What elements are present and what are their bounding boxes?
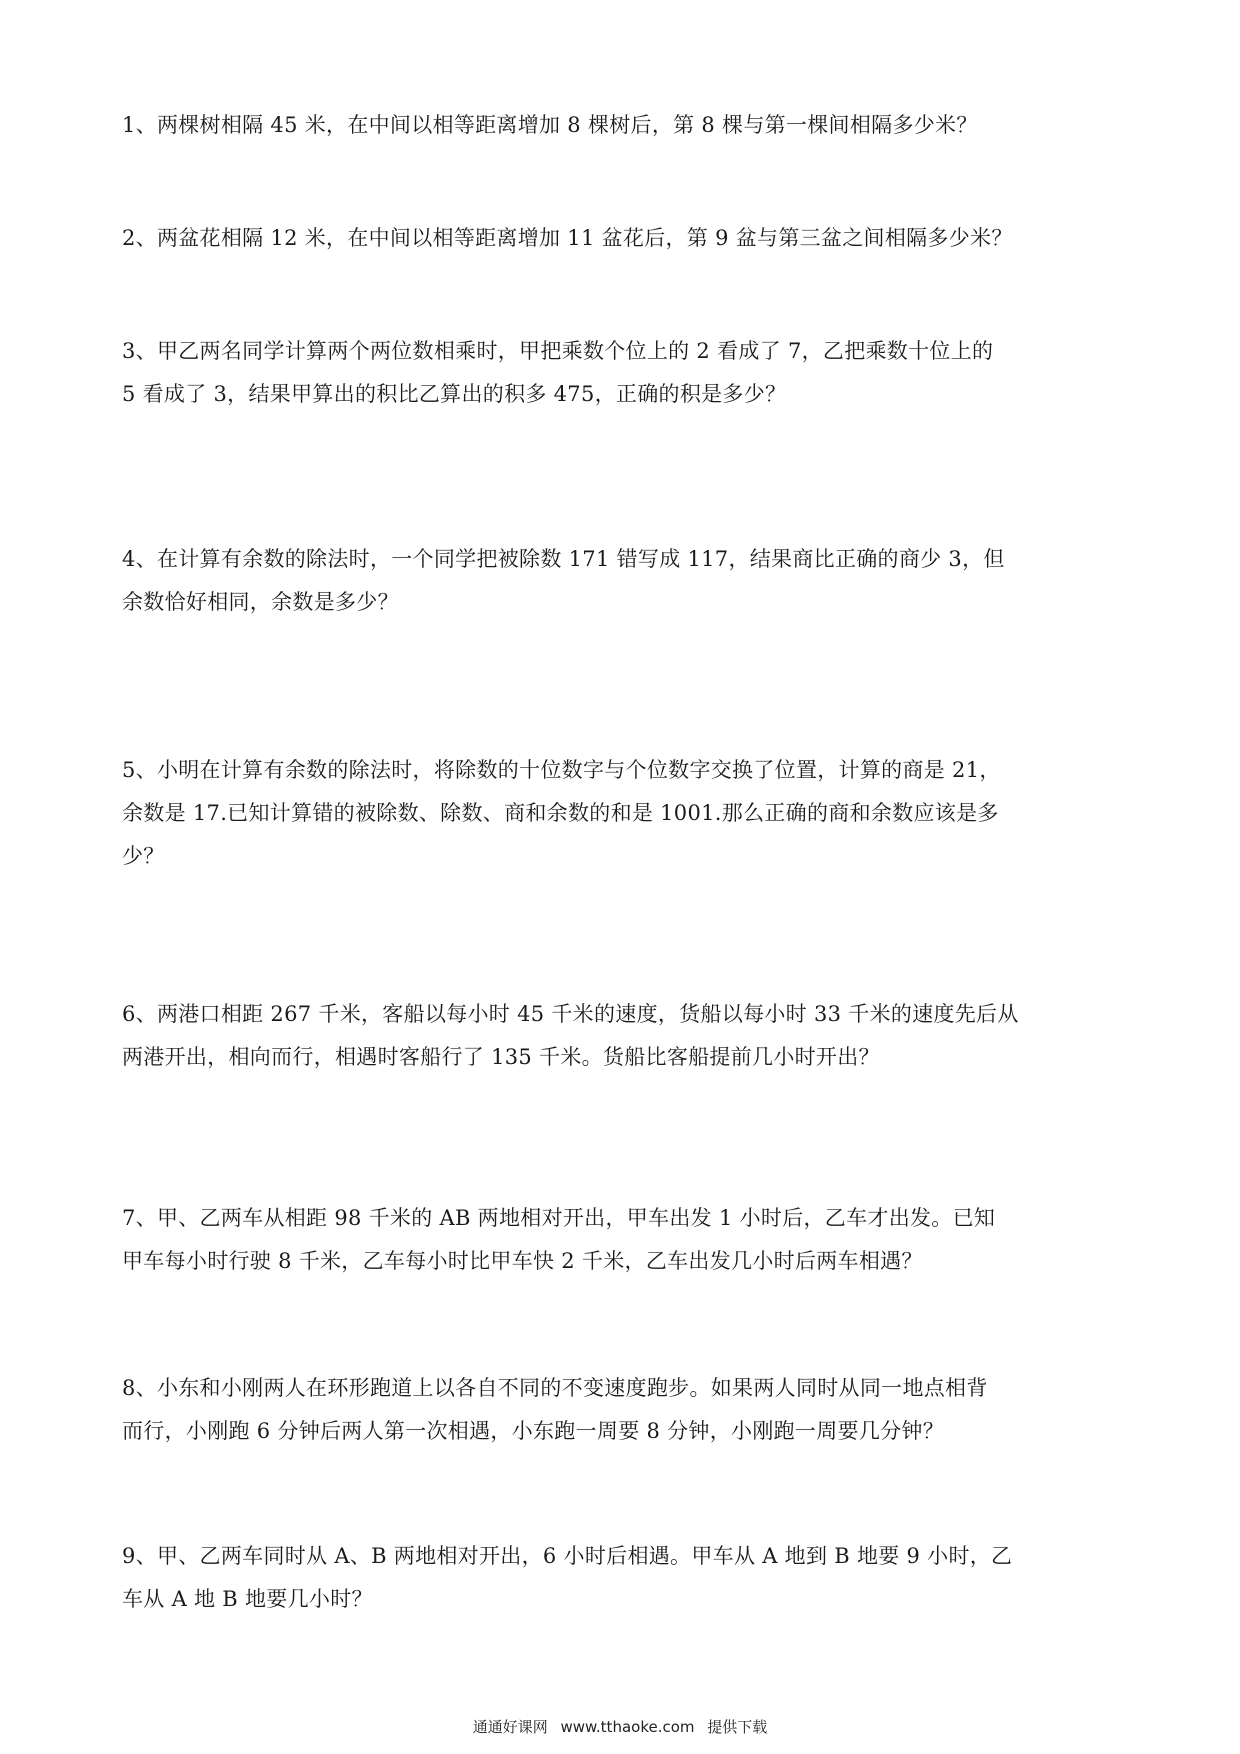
problem-6-line-1: 6、两港口相距 267 千米，客船以每小时 45 千米的速度，货船以每小时 33 千米的速度先后从 (122, 1002, 1019, 1026)
problem-9-line-2: 车从 A 地 B 地要几小时？ (122, 1587, 373, 1611)
problem-3-line-1: 3、甲乙两名同学计算两个两位数相乘时，甲把乘数个位上的 2 看成了 7，乙把乘数十位上的 (122, 339, 994, 363)
problem-8 (122, 1367, 1134, 1453)
problem-4 (122, 538, 1134, 624)
problem-1 (122, 104, 1134, 147)
page-footer (0, 1716, 1240, 1737)
problem-1-line-1: 1、两棵树相隔 45 米，在中间以相等距离增加 8 棵树后，第 8 棵与第一棵间相隔多少米？ (122, 113, 978, 137)
problem-7-line-2: 甲车每小时行驶 8 千米，乙车每小时比甲车快 2 千米，乙车出发几小时后两车相遇？ (122, 1249, 923, 1273)
problem-5-line-2: 余数是 17.已知计算错的被除数、除数、商和余数的和是 1001.那么正确的商和余数应该是多 (122, 801, 999, 825)
problem-9-line-1: 9、甲、乙两车同时从 A、B 两地相对开出，6 小时后相遇。甲车从 A 地到 B 地要 9 小时，乙 (122, 1544, 1013, 1568)
problem-8-line-2: 而行，小刚跑 6 分钟后两人第一次相遇，小东跑一周要 8 分钟，小刚跑一周要几分钟？ (122, 1419, 945, 1443)
problem-6 (122, 993, 1134, 1079)
problem-7 (122, 1197, 1134, 1283)
problem-3-line-2: 5 看成了 3，结果甲算出的积比乙算出的积多 475，正确的积是多少？ (122, 382, 787, 406)
problem-6-line-2: 两港开出，相向而行，相遇时客船行了 135 千米。货船比客船提前几小时开出？ (122, 1045, 880, 1069)
problem-2-line-1: 2、两盆花相隔 12 米，在中间以相等距离增加 11 盆花后，第 9 盆与第三盆之间相隔多少米？ (122, 226, 1013, 250)
problem-9 (122, 1535, 1134, 1621)
problem-4-line-1: 4、在计算有余数的除法时，一个同学把被除数 171 错写成 117，结果商比正确的商少 3，但 (122, 547, 1005, 571)
footer-url-link[interactable]: www.tthaoke.com (560, 1718, 695, 1736)
problem-5-line-1: 5、小明在计算有余数的除法时，将除数的十位数字与个位数字交换了位置，计算的商是 21， (122, 758, 1001, 782)
problem-5-line-3: 少？ (122, 844, 165, 868)
problem-7-line-1: 7、甲、乙两车从相距 98 千米的 AB 两地相对开出，甲车出发 1 小时后，乙车才出发。已知 (122, 1206, 996, 1230)
problem-8-line-1: 8、小东和小刚两人在环形跑道上以各自不同的不变速度跑步。如果两人同时从同一地点相背 (122, 1376, 988, 1400)
problem-5 (122, 749, 1134, 878)
problem-4-line-2: 余数恰好相同，余数是多少？ (122, 590, 399, 614)
problem-2 (122, 217, 1134, 260)
footer-suffix: 提供下载 (707, 1718, 768, 1736)
footer-site-name: 通通好课网 (472, 1718, 548, 1736)
problem-3 (122, 330, 1134, 416)
